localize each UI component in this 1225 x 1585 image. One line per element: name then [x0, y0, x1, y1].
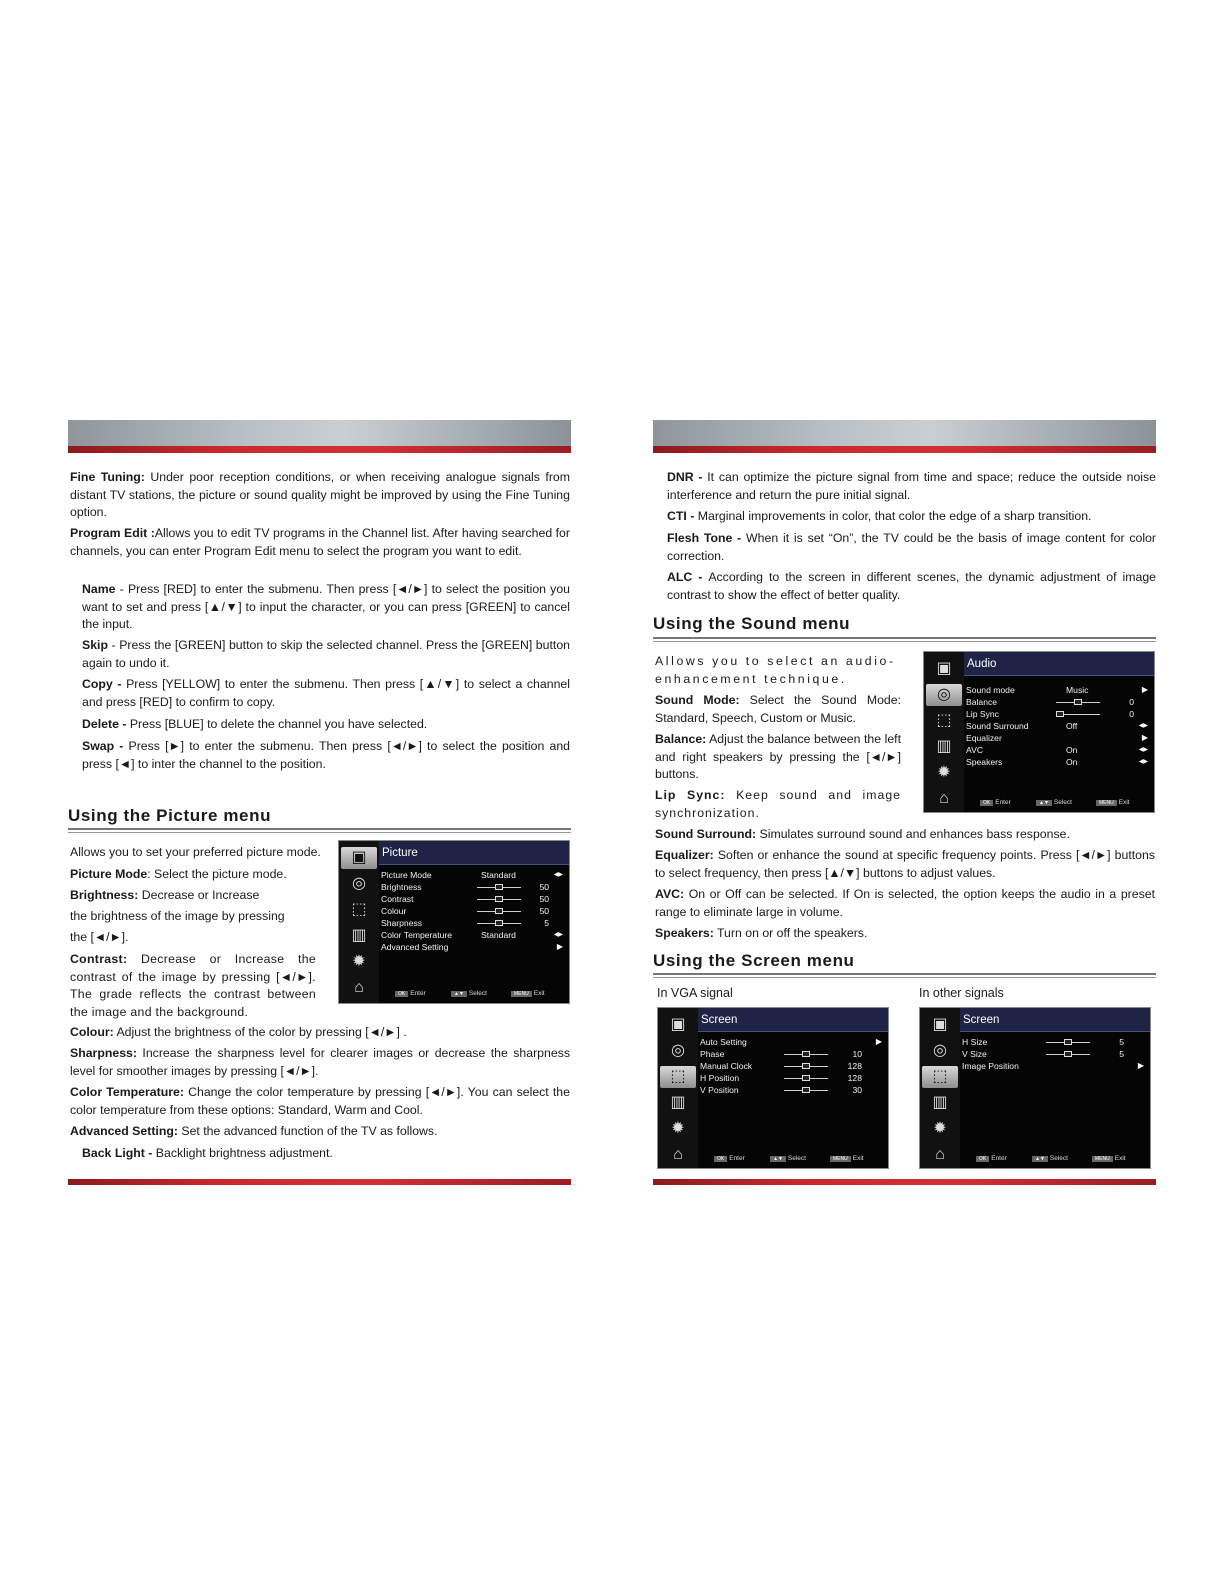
- osd-sidebar: [339, 841, 379, 1003]
- left-right-arrows-icon[interactable]: ◀▶: [1138, 747, 1148, 753]
- lock-icon[interactable]: ⌂: [935, 1146, 945, 1163]
- osd-title: Screen: [960, 1008, 1150, 1032]
- picture-menu-osd: [338, 840, 570, 1004]
- lock-icon[interactable]: ⌂: [354, 979, 364, 996]
- enter-hint-label: Enter: [995, 799, 1011, 806]
- osd-row-label: Sharpness: [381, 918, 423, 928]
- osd-key-icon: ▲▼: [1036, 800, 1052, 806]
- osd-row-label: AVC: [966, 745, 984, 755]
- osd-row[interactable]: [966, 696, 1148, 708]
- fine-tuning-para: Fine Tuning: Under poor reception conditions, or when receiving analogue signals from distant TV stations, the picture or sound quality might be improved by using the Fine Tuning option.: [70, 470, 570, 519]
- select-hint: [770, 1155, 806, 1162]
- select-hint-label: Select: [1053, 799, 1072, 806]
- screen-icon[interactable]: ⬚: [660, 1066, 696, 1088]
- osd-row-value: 5: [1119, 1037, 1124, 1047]
- osd-row-value: 5: [1119, 1049, 1124, 1059]
- left-right-arrows-icon[interactable]: ◀▶: [553, 932, 563, 938]
- osd-slider-knob[interactable]: [1064, 1039, 1072, 1045]
- contrast-para: Contrast: Decrease or Increase the contrast of the image by pressing [◄/►]. The grade reflects the contrast between the image and the background.: [70, 952, 316, 1019]
- back-light-para: Back Light - Backlight brightness adjustment.: [82, 1146, 333, 1160]
- brightness-line3: the [◄/►].: [70, 930, 129, 944]
- right-arrow-icon[interactable]: ▶: [556, 942, 563, 951]
- osd-row[interactable]: [966, 684, 1148, 696]
- lip-sync-para: Lip Sync: Keep sound and image synchronization.: [655, 788, 901, 820]
- screen-icon[interactable]: ⬚: [936, 712, 952, 729]
- equalizer-para: Equalizer: Soften or enhance the sound at specific frequency points. Press [◄/►] buttons to select frequency, then press [▲/▼] buttons to adjust values.: [655, 848, 1155, 880]
- left-right-arrows-icon[interactable]: ◀▶: [1138, 723, 1148, 729]
- enter-hint-label: Enter: [410, 990, 426, 997]
- osd-row[interactable]: [966, 756, 1148, 768]
- brightness-para: Brightness: Decrease or Increase: [70, 888, 260, 902]
- speakers-para: Speakers: Turn on or off the speakers.: [655, 926, 868, 940]
- osd-sidebar: [920, 1008, 960, 1168]
- osd-row-label: H Size: [962, 1037, 988, 1047]
- program-edit-para: Program Edit :Allows you to edit TV programs in the Channel list. After having searched for channels, you can enter Program Edit menu to select the program you want to edit.: [70, 526, 570, 558]
- right-arrow-icon[interactable]: ▶: [1141, 685, 1148, 694]
- osd-row-value: 50: [539, 906, 549, 916]
- picture-icon[interactable]: ▣: [341, 847, 377, 869]
- swap-para: Swap - Press [►] to enter the submenu. Then press [◄/►] to select the position and press [◄] to inter the channel to the position.: [82, 739, 570, 771]
- setup-icon[interactable]: ✹: [671, 1120, 685, 1137]
- osd-slider-knob[interactable]: [802, 1063, 810, 1069]
- osd-title: Picture: [379, 841, 569, 865]
- select-hint-label: Select: [787, 1155, 806, 1162]
- osd-row-value: Standard: [481, 930, 516, 940]
- enter-hint-label: Enter: [991, 1155, 1007, 1162]
- osd-row-value: 0: [1129, 709, 1134, 719]
- select-hint: [1032, 1155, 1068, 1162]
- sound-icon[interactable]: ◎: [671, 1042, 685, 1059]
- channel-icon[interactable]: ▥: [351, 927, 367, 944]
- right-arrow-icon[interactable]: ▶: [875, 1037, 882, 1046]
- select-hint-label: Select: [1049, 1155, 1068, 1162]
- osd-row-value: 10: [852, 1049, 862, 1059]
- osd-row[interactable]: [381, 941, 563, 953]
- osd-row[interactable]: [381, 929, 563, 941]
- exit-hint: [830, 1155, 864, 1162]
- sound-mode-para: Sound Mode: Select the Sound Mode: Standard, Speech, Custom or Music.: [655, 693, 901, 725]
- osd-slider-knob[interactable]: [495, 884, 503, 890]
- osd-row-label: V Size: [962, 1049, 987, 1059]
- osd-row-label: Equalizer: [966, 733, 1002, 743]
- picture-section-rule: [68, 828, 571, 833]
- dnr-para: DNR - It can optimize the picture signal from time and space; reduce the outside noise interference and return the pure initial signal.: [667, 470, 1157, 502]
- exit-hint: [511, 990, 545, 997]
- screen-section-rule: [653, 973, 1156, 978]
- osd-row-label: Image Position: [962, 1061, 1019, 1071]
- sound-surround-para: Sound Surround: Simulates surround sound and enhances bass response.: [655, 827, 1070, 841]
- osd-row-label: Colour: [381, 906, 407, 916]
- osd-key-icon: ▲▼: [451, 991, 467, 997]
- exit-hint-label: Exit: [852, 1155, 864, 1162]
- header-red-stripe: [68, 446, 571, 453]
- osd-row-value: 30: [852, 1085, 862, 1095]
- osd-row-label: Balance: [966, 697, 998, 707]
- osd-row-label: Phase: [700, 1049, 725, 1059]
- brightness-line2: the brightness of the image by pressing: [70, 909, 285, 923]
- osd-row[interactable]: [966, 708, 1148, 720]
- skip-para: Skip - Press the [GREEN] button to skip the selected channel. Press the [GREEN] button again to undo it.: [82, 638, 570, 670]
- pic-intro: Allows you to set your preferred picture mode.: [70, 845, 321, 859]
- osd-row[interactable]: [700, 1048, 882, 1060]
- audio-menu-osd: [923, 651, 1155, 813]
- osd-row[interactable]: [700, 1084, 882, 1096]
- exit-hint-label: Exit: [1118, 799, 1130, 806]
- osd-row-value: 50: [539, 894, 549, 904]
- sound-section-rule: [653, 637, 1156, 642]
- channel-icon[interactable]: ▥: [670, 1094, 686, 1111]
- picture-mode-para: Picture Mode: Select the picture mode.: [70, 867, 287, 881]
- osd-title: Screen: [698, 1008, 888, 1032]
- sharpness-para: Sharpness: Increase the sharpness level for clearer images or decrease the sharpness level for smoother images by pressing [◄/►].: [70, 1046, 570, 1078]
- osd-row-value: 128: [847, 1061, 862, 1071]
- footer-red-stripe: [68, 1179, 571, 1185]
- osd-slider-knob[interactable]: [1064, 1051, 1072, 1057]
- osd-row-label: Picture Mode: [381, 870, 432, 880]
- osd-row-value: On: [1066, 757, 1078, 767]
- vga-signal-label: In VGA signal: [657, 986, 733, 1000]
- color-temp-para: Color Temperature: Change the color temperature by pressing [◄/►]. You can select the color temperature from these options: Standard, Warm and Cool.: [70, 1085, 570, 1117]
- osd-row[interactable]: [381, 869, 563, 881]
- osd-row-label: Brightness: [381, 882, 422, 892]
- picture-section-title: Using the Picture menu: [68, 806, 272, 825]
- screen-section-title: Using the Screen menu: [653, 951, 855, 970]
- setup-icon[interactable]: ✹: [933, 1120, 947, 1137]
- osd-row[interactable]: [966, 732, 1148, 744]
- osd-key-icon: OK: [395, 991, 408, 997]
- osd-row-label: Auto Setting: [700, 1037, 747, 1047]
- osd-key-icon: MENU: [1092, 1156, 1113, 1162]
- osd-key-icon: OK: [976, 1156, 989, 1162]
- osd-row-value: Off: [1066, 721, 1078, 731]
- balance-para: Balance: Adjust the balance between the left and right speakers by pressing the [◄/►] buttons.: [655, 732, 901, 781]
- osd-row[interactable]: [381, 893, 563, 905]
- name-para: Name - Press [RED] to enter the submenu. Then press [◄/►] to select the position you want to set and press [▲/▼] to input the character, or you can press [GREEN] to cancel the input.: [82, 582, 570, 631]
- exit-hint-label: Exit: [533, 990, 545, 997]
- osd-row-label: Manual Clock: [700, 1061, 753, 1071]
- osd-row-value: 128: [847, 1073, 862, 1083]
- screen-vga-menu-osd: [657, 1007, 889, 1169]
- setup-icon[interactable]: ✹: [352, 953, 366, 970]
- osd-row-label: Sound Surround: [966, 721, 1029, 731]
- enter-hint: [980, 799, 1011, 806]
- osd-row[interactable]: [700, 1060, 882, 1072]
- osd-row-label: Contrast: [381, 894, 414, 904]
- osd-row[interactable]: [381, 905, 563, 917]
- other-signals-label: In other signals: [919, 986, 1004, 1000]
- osd-row-label: H Position: [700, 1073, 740, 1083]
- osd-slider-knob[interactable]: [1074, 699, 1082, 705]
- enter-hint-label: Enter: [729, 1155, 745, 1162]
- screen-icon[interactable]: ⬚: [922, 1066, 958, 1088]
- screen-icon[interactable]: ⬚: [351, 901, 367, 918]
- enter-hint: [395, 990, 426, 997]
- lock-icon[interactable]: ⌂: [673, 1146, 683, 1163]
- select-hint-label: Select: [468, 990, 487, 997]
- picture-icon[interactable]: ▣: [932, 1016, 948, 1033]
- osd-slider-knob[interactable]: [495, 920, 503, 926]
- osd-row-label: Advanced Setting: [381, 942, 449, 952]
- osd-row[interactable]: [962, 1036, 1144, 1048]
- osd-row[interactable]: [962, 1060, 1144, 1072]
- alc-para: ALC - According to the screen in different scenes, the dynamic adjustment of image contrast to show the effect of better quality.: [667, 570, 1156, 602]
- osd-row-label: Sound mode: [966, 685, 1015, 695]
- picture-icon[interactable]: ▣: [670, 1016, 686, 1033]
- osd-row[interactable]: [962, 1048, 1144, 1060]
- osd-key-icon: MENU: [830, 1156, 851, 1162]
- osd-row-label: Speakers: [966, 757, 1003, 767]
- osd-sidebar: [924, 652, 964, 812]
- left-right-arrows-icon[interactable]: ◀▶: [1138, 759, 1148, 765]
- osd-row-value: 5: [544, 918, 549, 928]
- sound-section-title: Using the Sound menu: [653, 614, 851, 633]
- select-hint: [451, 990, 487, 997]
- screen-other-menu-osd: [919, 1007, 1151, 1169]
- osd-row[interactable]: [700, 1036, 882, 1048]
- lock-icon[interactable]: ⌂: [939, 790, 949, 807]
- right-arrow-icon[interactable]: ▶: [1141, 733, 1148, 742]
- osd-slider-knob[interactable]: [495, 896, 503, 902]
- osd-sidebar: [658, 1008, 698, 1168]
- delete-para: Delete - Press [BLUE] to delete the channel you have selected.: [82, 717, 428, 731]
- osd-row[interactable]: [966, 720, 1148, 732]
- osd-slider-knob[interactable]: [495, 908, 503, 914]
- avc-para: AVC: On or Off can be selected. If On is selected, the option keeps the audio in a preset range to eliminate large in volume.: [655, 887, 1155, 919]
- osd-slider-knob[interactable]: [802, 1051, 810, 1057]
- left-right-arrows-icon[interactable]: ◀▶: [553, 872, 563, 878]
- osd-row-label: V Position: [700, 1085, 739, 1095]
- osd-row-value: On: [1066, 745, 1078, 755]
- osd-title: Audio: [964, 652, 1154, 676]
- channel-icon[interactable]: ▥: [936, 738, 952, 755]
- osd-row[interactable]: [700, 1072, 882, 1084]
- sound-icon[interactable]: ◎: [926, 684, 962, 706]
- channel-icon[interactable]: ▥: [932, 1094, 948, 1111]
- header-red-stripe: [653, 446, 1156, 453]
- osd-row-value: 0: [1129, 697, 1134, 707]
- osd-row[interactable]: [381, 881, 563, 893]
- osd-row[interactable]: [966, 744, 1148, 756]
- osd-key-icon: ▲▼: [1032, 1156, 1048, 1162]
- advanced-para: Advanced Setting: Set the advanced function of the TV as follows.: [70, 1124, 438, 1138]
- osd-key-icon: ▲▼: [770, 1156, 786, 1162]
- flesh-tone-para: Flesh Tone - When it is set “On”, the TV could be the basis of image content for color correction.: [667, 531, 1156, 563]
- osd-key-icon: MENU: [511, 991, 532, 997]
- exit-hint-label: Exit: [1114, 1155, 1126, 1162]
- osd-slider-knob[interactable]: [802, 1087, 810, 1093]
- osd-row[interactable]: [381, 917, 563, 929]
- osd-slider-knob[interactable]: [802, 1075, 810, 1081]
- osd-row-value: 50: [539, 882, 549, 892]
- osd-row-value: Standard: [481, 870, 516, 880]
- picture-icon[interactable]: ▣: [936, 660, 952, 677]
- osd-row-value: Music: [1066, 685, 1089, 695]
- sound-icon[interactable]: ◎: [933, 1042, 947, 1059]
- enter-hint: [714, 1155, 745, 1162]
- cti-para: CTI - Marginal improvements in color, that color the edge of a sharp transition.: [667, 509, 1092, 523]
- osd-key-icon: OK: [980, 800, 993, 806]
- setup-icon[interactable]: ✹: [937, 764, 951, 781]
- select-hint: [1036, 799, 1072, 806]
- right-arrow-icon[interactable]: ▶: [1137, 1061, 1144, 1070]
- osd-key-icon: MENU: [1096, 800, 1117, 806]
- footer-red-stripe: [653, 1179, 1156, 1185]
- exit-hint: [1092, 1155, 1126, 1162]
- colour-para: Colour: Adjust the brightness of the color by pressing [◄/►] .: [70, 1025, 407, 1039]
- enter-hint: [976, 1155, 1007, 1162]
- copy-para: Copy - Press [YELLOW] to enter the submenu. Then press [▲/▼] to select a channel and press [RED] to confirm to copy.: [82, 677, 570, 709]
- sound-intro: Allows you to select an audio-enhancement technique.: [655, 654, 896, 686]
- osd-row-label: Lip Sync: [966, 709, 999, 719]
- osd-slider-knob[interactable]: [1056, 711, 1064, 717]
- sound-icon[interactable]: ◎: [352, 875, 366, 892]
- osd-row-label: Color Temperature: [381, 930, 453, 940]
- exit-hint: [1096, 799, 1130, 806]
- osd-key-icon: OK: [714, 1156, 727, 1162]
